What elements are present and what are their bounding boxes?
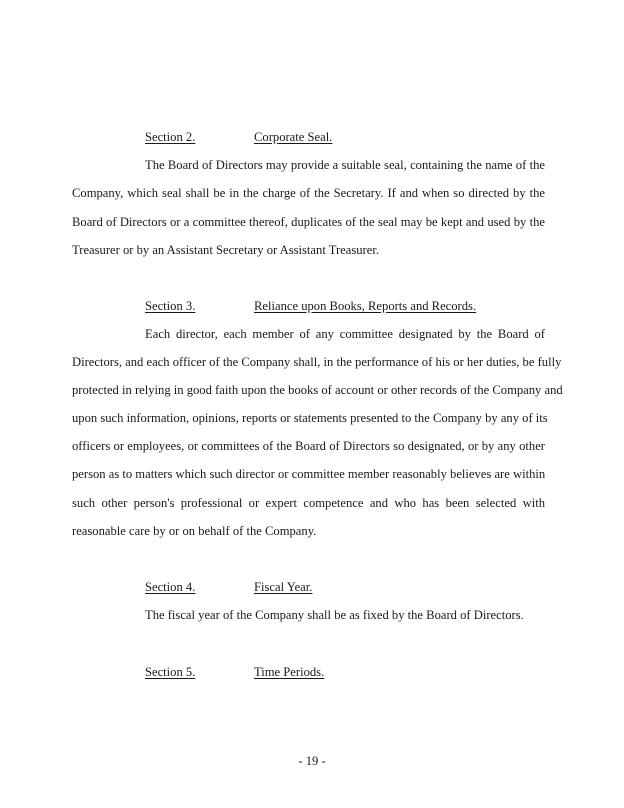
paragraph-line: Board of Directors or a committee thereof, duplicates of the seal may be kept and used by the — [72, 215, 545, 229]
paragraph-line: Each director, each member of any committee designated by the Board of — [145, 327, 545, 341]
paragraph-line: such other person's professional or expert competence and who has been selected with — [72, 496, 545, 510]
paragraph-line: protected in relying in good faith upon the books of account or other records of the Company and — [72, 383, 563, 397]
paragraph-line: Directors, and each officer of the Company shall, in the performance of his or her duties, be fully — [72, 355, 562, 369]
paragraph-line: officers or employees, or committees of the Board of Directors so designated, or by any other — [72, 439, 545, 453]
paragraph-line: Company, which seal shall be in the charge of the Secretary. If and when so directed by the — [72, 186, 545, 200]
section-title: Reliance upon Books, Reports and Records. — [254, 299, 477, 313]
paragraph-line: reasonable care by or on behalf of the Company. — [72, 524, 317, 538]
section-number: Section 5. — [145, 665, 196, 679]
paragraph-line: The fiscal year of the Company shall be as fixed by the Board of Directors. — [145, 608, 524, 622]
section-title: Time Periods. — [254, 665, 325, 679]
paragraph-line: The Board of Directors may provide a suitable seal, containing the name of the — [145, 158, 545, 172]
paragraph-line: person as to matters which such director or committee member reasonably believes are within — [72, 467, 546, 481]
section-title: Fiscal Year. — [254, 580, 313, 594]
paragraph-line: upon such information, opinions, reports or statements presented to the Company by any of its — [72, 411, 548, 425]
paragraph-line: Treasurer or by an Assistant Secretary or Assistant Treasurer. — [72, 243, 379, 257]
page-number: - 19 - — [298, 754, 326, 768]
section-number: Section 2. — [145, 130, 196, 144]
section-number: Section 3. — [145, 299, 196, 313]
section-number: Section 4. — [145, 580, 196, 594]
section-title: Corporate Seal. — [254, 130, 333, 144]
